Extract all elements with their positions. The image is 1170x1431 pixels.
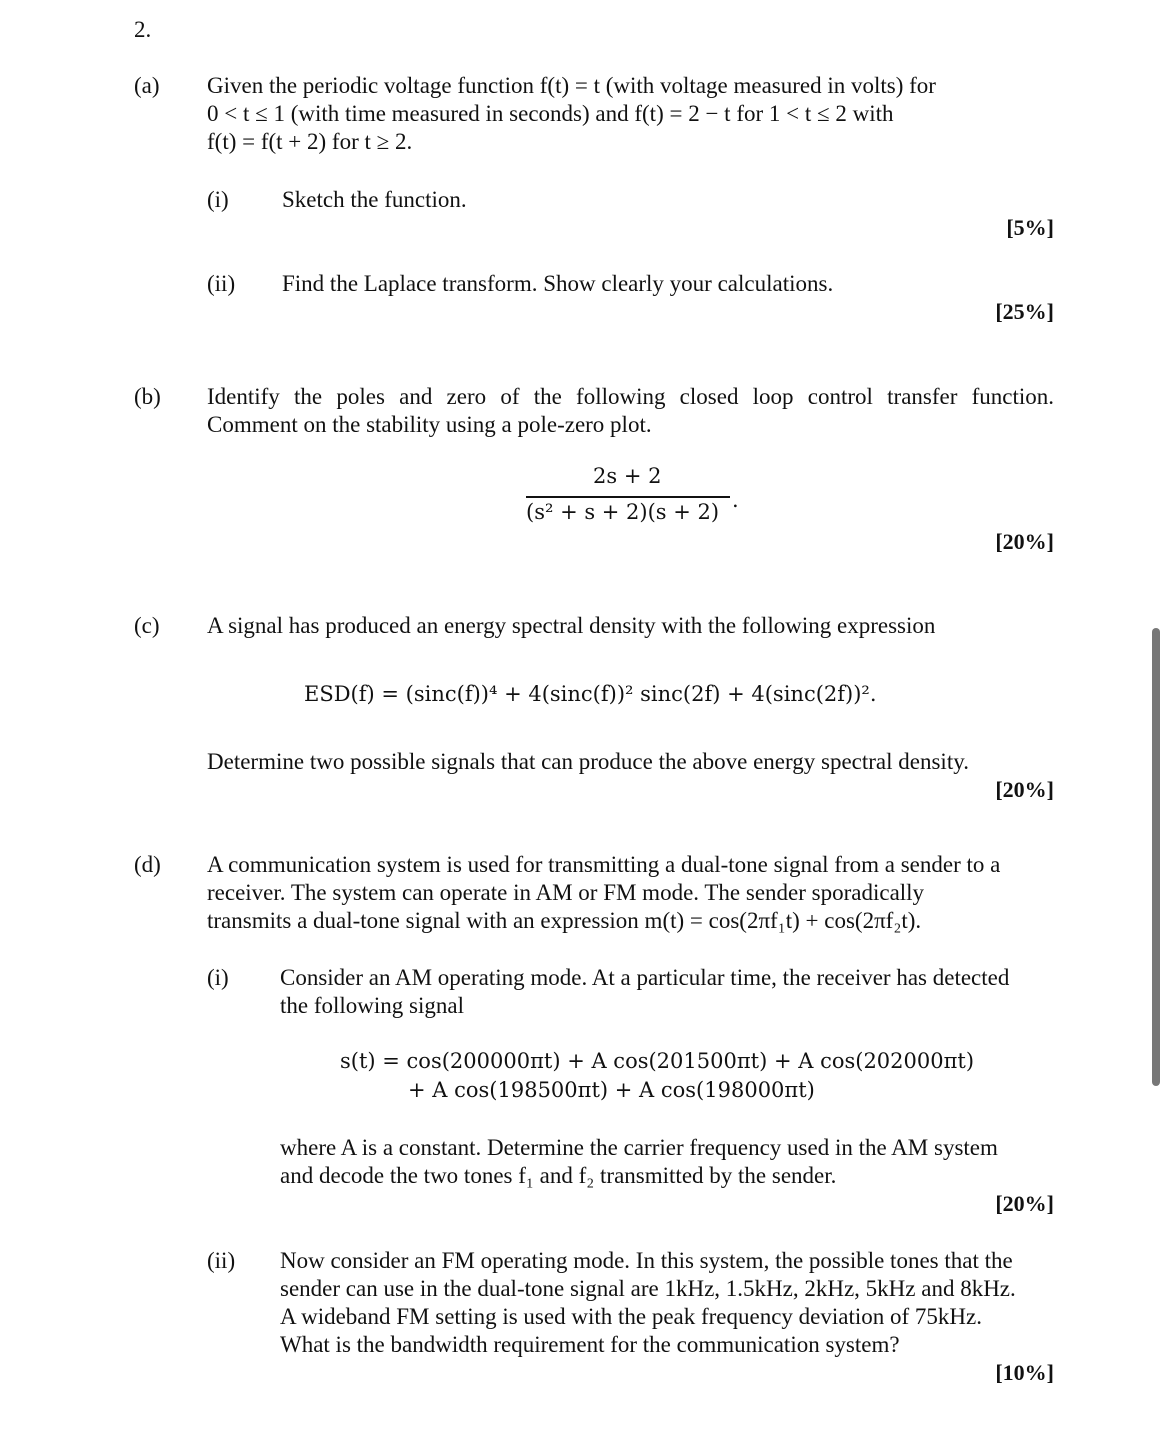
question-number: 2. [134, 17, 152, 42]
fraction-bar [526, 496, 730, 498]
part-d-line3: transmits a dual-tone signal with an expression m(t) = cos(2πf₁t) + cos(2πf₂t). [207, 908, 922, 933]
part-d-i-mark: [20%] [995, 1191, 1054, 1216]
part-c-label: (c) [134, 613, 160, 638]
part-a-line3: f(t) = f(t + 2) for t ≥ 2. [207, 129, 413, 154]
am-signal-eq-line2: + A cos(198500πt) + A cos(198000πt) [408, 1078, 815, 1102]
part-d-ii-line3: A wideband FM setting is used with the peak frequency deviation of 75kHz. [280, 1304, 982, 1329]
fraction-period: . [732, 488, 739, 512]
am-signal-eq-line1: s(t) = cos(200000πt) + A cos(201500πt) + A cos(202000πt) [340, 1049, 975, 1073]
part-d-ii-label: (ii) [207, 1248, 236, 1273]
transfer-denominator: (s² + s + 2)(s + 2) [526, 500, 720, 524]
part-c-line2: Determine two possible signals that can produce the above energy spectral density. [207, 749, 969, 774]
part-a-ii-text: Find the Laplace transform. Show clearly your calculations. [282, 271, 834, 296]
part-d-i-line3: where A is a constant. Determine the carrier frequency used in the AM system [280, 1135, 998, 1160]
part-b-line2: Comment on the stability using a pole-zero plot. [207, 412, 652, 437]
part-a-i-text: Sketch the function. [282, 187, 467, 212]
transfer-numerator: 2s + 2 [593, 464, 662, 488]
part-c-mark: [20%] [995, 777, 1054, 802]
part-a-line1: Given the periodic voltage function f(t) = t (with voltage measured in volts) for [207, 73, 936, 98]
part-d-ii-line2: sender can use in the dual-tone signal are 1kHz, 1.5kHz, 2kHz, 5kHz and 8kHz. [280, 1276, 1016, 1301]
part-d-i-line1: Consider an AM operating mode. At a particular time, the receiver has detected [280, 965, 1010, 990]
part-a-label: (a) [134, 73, 160, 98]
part-a-ii-label: (ii) [207, 271, 236, 296]
part-d-ii-line1: Now consider an FM operating mode. In this system, the possible tones that the [280, 1248, 1013, 1273]
part-d-line2: receiver. The system can operate in AM or FM mode. The sender sporadically [207, 880, 925, 905]
part-b-label: (b) [134, 384, 161, 409]
part-b-mark: [20%] [995, 529, 1054, 554]
part-b-line1: Identify the poles and zero of the following closed loop control transfer function. [207, 384, 1054, 409]
part-d-i-line4: and decode the two tones f₁ and f₂ transmitted by the sender. [280, 1163, 837, 1188]
part-a-i-mark: [5%] [1006, 215, 1054, 240]
part-d-i-line2: the following signal [280, 993, 464, 1018]
part-d-ii-line4: What is the bandwidth requirement for the communication system? [280, 1332, 900, 1357]
part-d-line1: A communication system is used for transmitting a dual-tone signal from a sender to a [207, 852, 1001, 877]
part-d-ii-mark: [10%] [995, 1360, 1054, 1385]
part-d-i-label: (i) [207, 965, 229, 990]
part-a-ii-mark: [25%] [995, 299, 1054, 324]
part-c-line1: A signal has produced an energy spectral density with the following expression [207, 613, 936, 638]
part-a-i-label: (i) [207, 187, 229, 212]
part-d-label: (d) [134, 852, 161, 877]
part-a-line2: 0 < t ≤ 1 (with time measured in seconds) and f(t) = 2 − t for 1 < t ≤ 2 with [207, 101, 894, 126]
esd-equation: ESD(f) = (sinc(f))⁴ + 4(sinc(f))² sinc(2f) + 4(sinc(2f))². [304, 682, 877, 706]
vertical-scrollbar[interactable] [1152, 628, 1160, 1086]
